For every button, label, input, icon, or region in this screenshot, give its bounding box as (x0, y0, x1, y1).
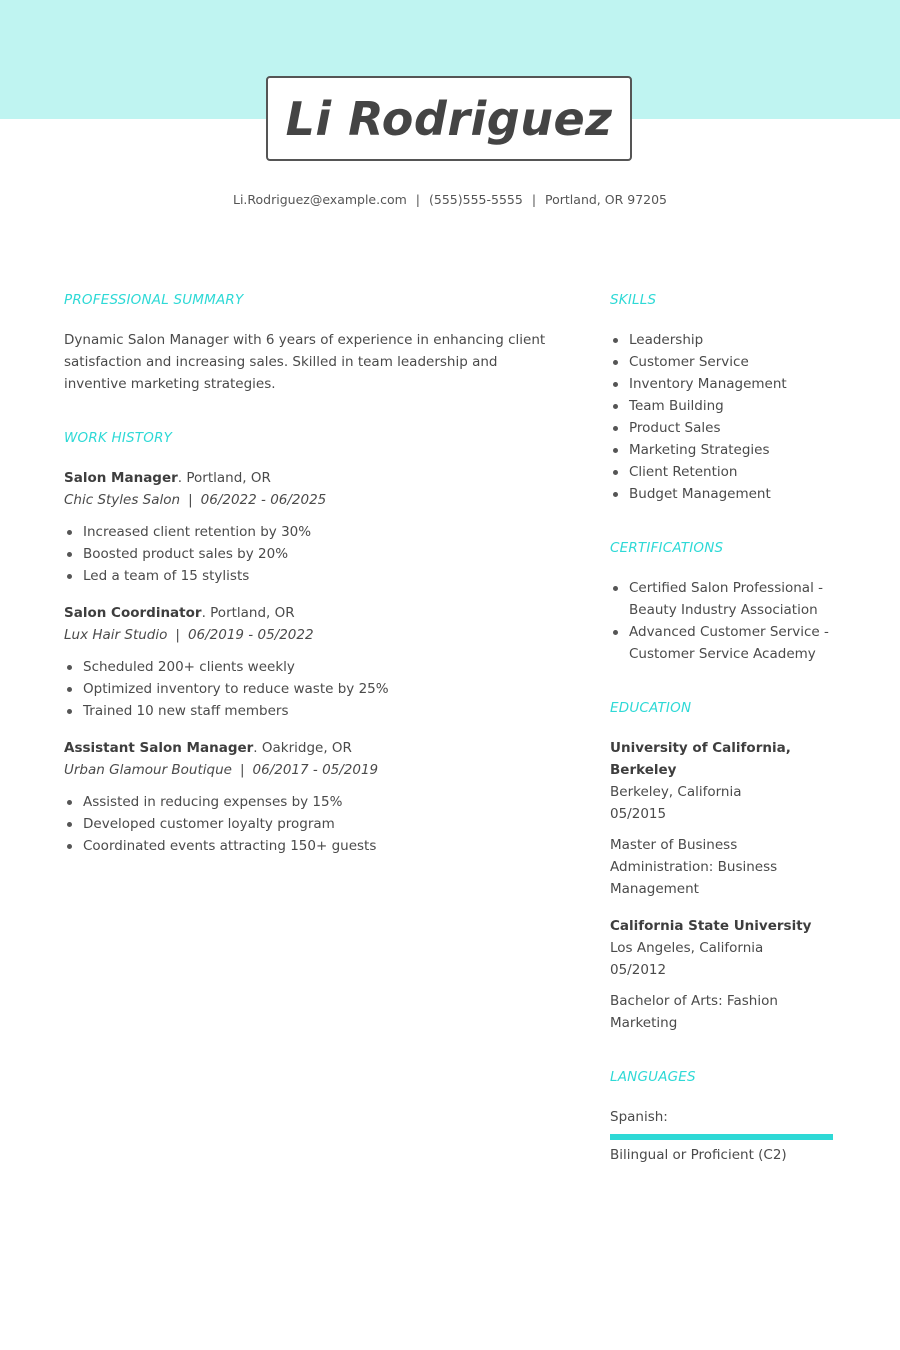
education-place: Los Angeles, California (610, 940, 764, 956)
certifications-section (610, 539, 840, 665)
meta-separator: | (175, 627, 180, 643)
contact-separator: | (415, 192, 421, 207)
contact-email: Li.Rodriguez@example.com (232, 192, 407, 207)
job-location: . Portland, OR (177, 470, 271, 486)
language-proficiency-bar (610, 1134, 833, 1140)
job-title: Salon Coordinator (64, 605, 202, 621)
skill-item: Client Retention (610, 461, 840, 483)
skill-item: Customer Service (610, 351, 840, 373)
name-box (266, 76, 632, 161)
language-level: Bilingual or Proficient (C2) (610, 1147, 787, 1163)
list-item: Coordinated events attracting 150+ guests (64, 835, 564, 857)
meta-separator: | (239, 762, 245, 778)
education-place: Berkeley, California (610, 784, 742, 800)
job-company: Chic Styles Salon (64, 492, 181, 508)
job-entry (64, 467, 564, 587)
certification-item: Advanced Customer Service - Customer Service Academy (610, 621, 840, 665)
education-school: University of California, Berkeley (610, 740, 791, 778)
education-heading: EDUCATION (610, 700, 692, 716)
contact-separator: | (531, 192, 537, 207)
certification-item: Certified Salon Professional - Beauty Industry Association (610, 577, 840, 621)
job-title: Assistant Salon Manager (64, 740, 254, 756)
list-item: Increased client retention by 30% (64, 521, 564, 543)
job-dates: 06/2017 - 05/2019 (252, 762, 379, 778)
job-bullets (64, 521, 564, 587)
job-company: Urban Glamour Boutique (64, 762, 232, 778)
education-entry (610, 737, 840, 900)
list-item: Led a team of 15 stylists (64, 565, 564, 587)
certifications-list (610, 577, 840, 665)
skills-list (610, 329, 840, 505)
candidate-name: Li Rodriguez (285, 91, 613, 146)
education-date: 05/2015 (610, 806, 667, 822)
left-column (64, 291, 564, 857)
education-school: California State University (610, 918, 812, 934)
contact-phone: (555)555-5555 (429, 192, 523, 207)
languages-heading: LANGUAGES (610, 1069, 696, 1085)
contact-line (0, 192, 900, 207)
job-company: Lux Hair Studio (64, 627, 168, 643)
work-section (64, 429, 564, 857)
skills-section (610, 291, 840, 505)
list-item: Scheduled 200+ clients weekly (64, 656, 564, 678)
list-item: Optimized inventory to reduce waste by 25% (64, 678, 564, 700)
certifications-heading: CERTIFICATIONS (610, 540, 724, 556)
skill-item: Budget Management (610, 483, 840, 505)
skill-item: Marketing Strategies (610, 439, 840, 461)
job-entry (64, 737, 564, 857)
education-degree: Master of Business Administration: Business Management (610, 837, 778, 897)
job-dates: 06/2022 - 06/2025 (200, 492, 327, 508)
list-item: Assisted in reducing expenses by 15% (64, 791, 564, 813)
education-entry (610, 915, 840, 1034)
job-bullets (64, 656, 564, 722)
job-entry (64, 602, 564, 722)
job-location: . Portland, OR (201, 605, 295, 621)
list-item: Boosted product sales by 20% (64, 543, 564, 565)
skills-heading: SKILLS (610, 292, 657, 308)
summary-text: Dynamic Salon Manager with 6 years of experience in enhancing client satisfaction and increasing sales. Skilled in team leadership and inventive marketing strategies. (64, 332, 546, 392)
skill-item: Team Building (610, 395, 840, 417)
summary-heading: PROFESSIONAL SUMMARY (64, 292, 244, 308)
job-title: Salon Manager (64, 470, 178, 486)
summary-section (64, 291, 564, 395)
contact-location: Portland, OR 97205 (545, 192, 668, 207)
education-degree: Bachelor of Arts: Fashion Marketing (610, 993, 778, 1031)
job-location: . Oakridge, OR (253, 740, 352, 756)
education-section (610, 699, 840, 1034)
language-name: Spanish: (610, 1109, 668, 1125)
work-heading: WORK HISTORY (64, 430, 173, 446)
skill-item: Product Sales (610, 417, 840, 439)
education-date: 05/2012 (610, 962, 667, 978)
list-item: Trained 10 new staff members (64, 700, 564, 722)
skill-item: Leadership (610, 329, 840, 351)
list-item: Developed customer loyalty program (64, 813, 564, 835)
languages-section (610, 1068, 840, 1166)
job-bullets (64, 791, 564, 857)
skill-item: Inventory Management (610, 373, 840, 395)
job-dates: 06/2019 - 05/2022 (187, 627, 314, 643)
meta-separator: | (188, 492, 193, 508)
right-column (610, 291, 840, 1166)
